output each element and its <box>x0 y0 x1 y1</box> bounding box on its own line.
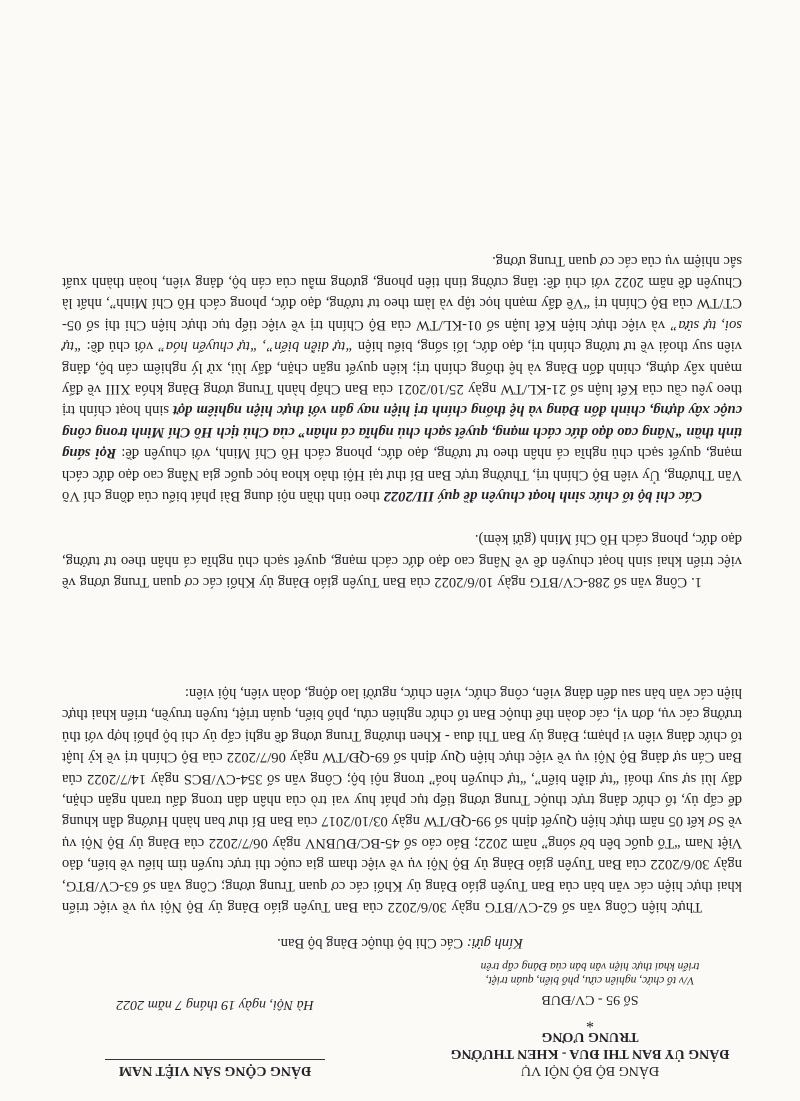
subject-line-2: triển khai thực hiện văn bản của Đảng cấp trên <box>480 960 700 972</box>
paragraph-intro: Thực hiện Công văn số 62-CV/BTG ngày 30/6/2022 của Ban Tuyên giáo Đảng ủy Bộ Nội vụ về việc triển khai thực hiện các văn bản của Ban Tuyên giáo Đảng ủy Khối các cơ quan Trung ương; Công văn số 63-CV/BTG, ngày 30/6/2022 của Ban Tuyên giáo Đảng ủy Bộ Nội vụ về việc tham gia cuộc thi trực tuyến tìm hiểu về biển, đảo Việt Nam “Tổ quốc bên bờ sóng” năm 2022; Báo cáo số 45-BC/ĐUBNV ngày 06/7/2022 của Đảng ủy Bộ Nội vụ về Sơ kết 05 năm thực hiện Quyết định số 99-QĐ/TW ngày 03/10/2017 của Ban Bí thư ban hành Hướng dẫn khung để cấp ủy, tổ chức đảng trực thuộc Trung ương tiếp tục phát huy vai trò của nhân dân trong đấu tranh ngăn chặn, đẩy lùi sự suy thoái “tự diễn biến”, “tự chuyển hoá” trong nội bộ; Công văn số 354-CV/BCS ngày 14/7/2022 của Ban Cán sự đảng Bộ Nội vụ về việc thực hiện Quy định số 69-QĐ/TW ngày 06/7/2022 của Bộ Chính trị về kỷ luật tổ chức đảng viên vi phạm; Đảng ủy Ban Thi đua - Khen thưởng Trung ương đề nghị cấp ủy chi bộ phối hợp với thủ trưởng các vụ, đơn vị, các đoàn thể thuộc Ban tổ chức nghiên cứu, phổ biến, quán triệt, tuyên truyền, triển khai thực hiện các văn bản sau đến đảng viên, công chức, viên chức, người lao động, đoàn viên, hội viên: <box>62 684 742 915</box>
paragraph-guidance <box>62 249 742 506</box>
recipient-value: Các Chi bộ thuộc Đảng bộ Ban. <box>277 935 464 951</box>
star-mark: * <box>586 1013 594 1030</box>
document-date: Hà Nội, ngày 19 tháng 7 năm 2022 <box>116 997 314 1012</box>
guidance-text-2: sinh hoạt chính trị theo yêu cầu của Kết luận số 21-KL/TW ngày 25/10/2021 của Ban Chấp hành Trung ương Đảng khóa XIII về đẩy mạnh xây dựng, chỉnh đốn Đảng và hệ thống chính trị; kiên quyết ngăn chặn, đẩy lùi, xử lý nghiêm cán bộ, đảng viên suy thoái về tư tưởng chính trị, đạo đức, lối sống, biểu hiện <box>62 338 742 419</box>
issuer-block <box>420 959 760 1079</box>
document-number: Số 95 - CV/ĐUB <box>541 992 639 1007</box>
recipient-line <box>0 934 800 951</box>
guidance-text-1: theo tinh thần nội dung Bài phát biểu của đồng chí Võ Văn Thưởng, Ủy viên Bộ Chính trị, Thường trực Ban Bí thư tại Hội thảo khoa học quốc gia Nâng cao đạo đức cách mạng, quyết sạch chủ nghĩa cá nhân theo tư tưởng, đạo đức, phong cách Hồ Chí Minh, với chuyên đề: <box>61 445 742 504</box>
party-underline <box>105 1059 325 1060</box>
guidance-text-4: và việc thực hiện Kết luận số 01-KL/TW của Bộ Chính trị về việc tiếp tục thực hiện Chỉ thị số 05-CT/TW của Bộ Chính trị “Về đẩy mạnh học tập và làm theo tư tưởng, đạo đức, phong cách Hồ Chí Minh”, nhất là Chuyên đề năm 2022 với chủ đề: tăng cường tinh tiên phong, gương mẫu của cán bộ, đảng viên, hoàn thành xuất sắc nhiệm vụ của các cơ quan Trung ương. <box>61 252 742 333</box>
paragraph-item-1: 1. Công văn số 288-CV/BTG ngày 10/6/2022 của Ban Tuyên giáo Đảng ủy Khối các cơ quan Trung ương về việc triển khai sinh hoạt chuyên đề về Nâng cao đạo đức cách mạng, quyết sạch chủ nghĩa cá nhân theo tư tưởng, đạo đức, phong cách Hồ Chí Minh (gửi kèm). <box>62 531 742 590</box>
guidance-quote-1: “tự diễn biến”, “tự chuyển hóa” <box>157 338 354 355</box>
issuer-parent: ĐẢNG BỘ BỘ NỘI VỤ <box>520 1063 660 1078</box>
recipient-label: Kính gửi: <box>466 935 523 951</box>
party-block <box>35 996 395 1079</box>
party-name: ĐẢNG CỘNG SẢN VIỆT NAM <box>118 1063 312 1078</box>
subject-line-1: V/v tổ chức, nghiên cứu, phổ biến, quán triệt, <box>485 974 695 986</box>
guidance-quote-2: “tự soi, tự sửa” <box>62 316 742 355</box>
issuer-name: ĐẢNG ỦY BAN THI ĐUA - KHEN THƯỞNG <box>450 1046 730 1061</box>
guidance-lead: Các chi bộ tổ chức sinh hoạt chuyên đề quý III/2022 <box>383 488 702 504</box>
issuer-name-2: TRUNG ƯƠNG <box>541 1029 639 1044</box>
guidance-text-3: với chủ đề: <box>82 338 158 355</box>
guidance-topic: Rọi sáng tinh thần “Nâng cao đạo đức cách mạng, quyết sạch chủ nghĩa cá nhân” của Chủ tịch Hồ Chí Minh trong công cuộc xây dựng, chỉnh đốn Đảng và hệ thống chính trị hiện nay gắn với thực hiện nghiêm đợt <box>61 402 742 462</box>
